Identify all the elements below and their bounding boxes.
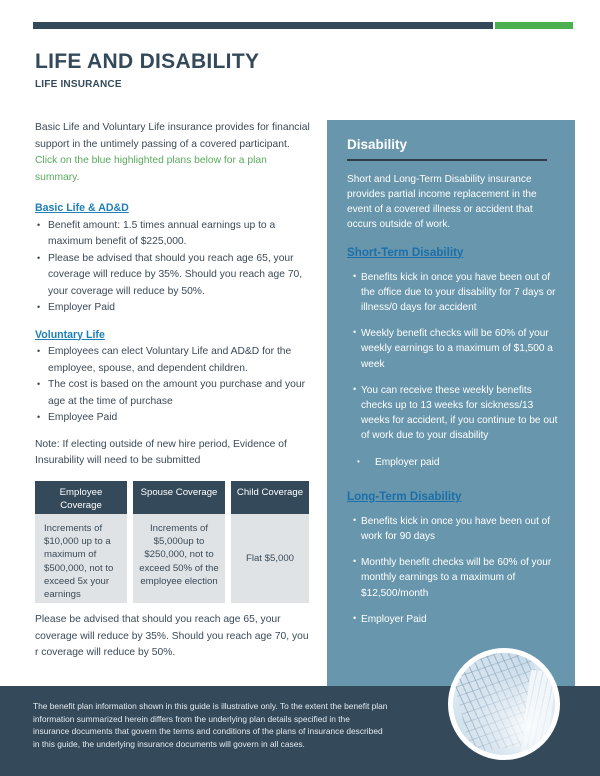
table-body-cell: Increments of $5,000up to $250,000, not to exceed 50% of the employee election (133, 514, 225, 603)
table-column-employee (35, 481, 127, 603)
page-subtitle: LIFE INSURANCE (35, 79, 122, 90)
table-header-cell: Child Coverage (231, 481, 309, 514)
list-item: • Benefits kick in once you have been out of work for 90 days (353, 514, 559, 544)
table-column-spouse (133, 481, 225, 603)
list-item: • Please be advised that should you reach age 65, your coverage will reduce by 35%. Should you reach age 70, your coverage will reduce by 50%. (35, 251, 310, 301)
building-photo-circle (448, 648, 560, 760)
list-item: • Employer Paid (353, 612, 559, 627)
intro-paragraph (35, 120, 310, 186)
intro-highlight-text: Click on the blue highlighted plans below for a plan summary. (35, 155, 267, 183)
list-item: • Employees can elect Voluntary Life and AD&D for the employee, spouse, and dependent children. (35, 344, 310, 377)
list-item: • Employer paid (353, 455, 559, 470)
sky-overlay (453, 653, 555, 755)
voluntary-life-link[interactable]: Voluntary Life (35, 328, 105, 341)
coverage-table (35, 481, 315, 603)
footer-disclaimer: The benefit plan information shown in this guide is illustrative only. To the extent the benefit plan information summarized herein differs from the underlying plan details specified in the insurance documents that govern the terms and conditions of the plans of insurance described in this guide, the underlying insurance documents will govern in all cases. (33, 701, 388, 749)
list-item: • Weekly benefit checks will be 60% of your weekly earnings to a maximum of $1,500 a week (353, 326, 559, 372)
table-header-cell: Employee Coverage (35, 481, 127, 514)
table-header-cell: Spouse Coverage (133, 481, 225, 514)
table-column-child (231, 481, 309, 603)
basic-life-link[interactable]: Basic Life & AD&D (35, 202, 129, 214)
table-body-cell: Increments of $10,000 up to a maximum of $500,000, not to exceed 5x your earnings (35, 514, 127, 603)
short-term-disability-link[interactable]: Short-Term Disability (347, 245, 464, 259)
header-rule (33, 22, 573, 29)
short-term-disability-bullet-list (353, 270, 559, 470)
list-item: • Employer Paid (35, 300, 310, 317)
list-item: • You can receive these weekly benefits checks up to 13 weeks for sickness/13 weeks for accident, if you continue to be out of work due to your disability (353, 383, 559, 444)
table-body-cell: Flat $5,000 (231, 514, 309, 603)
age-reduction-note: Please be advised that should you reach age 65, your coverage will reduce by 35%. Should you reach age 70, you r coverage will reduce by 50%. (35, 614, 309, 658)
list-item: • Monthly benefit checks will be 60% of your monthly earnings to a maximum of $12,500/month (353, 555, 559, 601)
intro-plain-text: Basic Life and Voluntary Life insurance provides for financial support in the untimely passing of a covered participant. (35, 122, 310, 150)
eoi-note: Note: If electing outside of new hire period, Evidence of Insurability will need to be submitted (35, 438, 287, 466)
header-rule-green-segment (495, 22, 573, 29)
left-column (35, 120, 310, 484)
disability-panel (327, 120, 575, 686)
page-title: LIFE AND DISABILITY (35, 50, 260, 73)
list-item: • Employee Paid (35, 410, 310, 427)
header-rule-dark-segment (33, 22, 493, 29)
list-item: • The cost is based on the amount you purchase and your age at the time of purchase (35, 377, 310, 410)
basic-life-bullet-list (35, 218, 310, 317)
disability-panel-title: Disability (347, 137, 408, 152)
voluntary-life-bullet-list (35, 344, 310, 427)
long-term-disability-bullet-list (353, 514, 559, 627)
disability-panel-intro: Short and Long-Term Disability insurance provides partial income replacement in the event of a covered illness or accident that occurs outside of work. (347, 173, 537, 230)
list-item: • Benefits kick in once you have been out of the office due to your disability for 7 days or illness/0 days for accident (353, 270, 559, 316)
long-term-disability-link[interactable]: Long-Term Disability (347, 489, 462, 503)
list-item: • Benefit amount: 1.5 times annual earnings up to a maximum benefit of $225,000. (35, 218, 310, 251)
disability-panel-divider (347, 159, 547, 161)
